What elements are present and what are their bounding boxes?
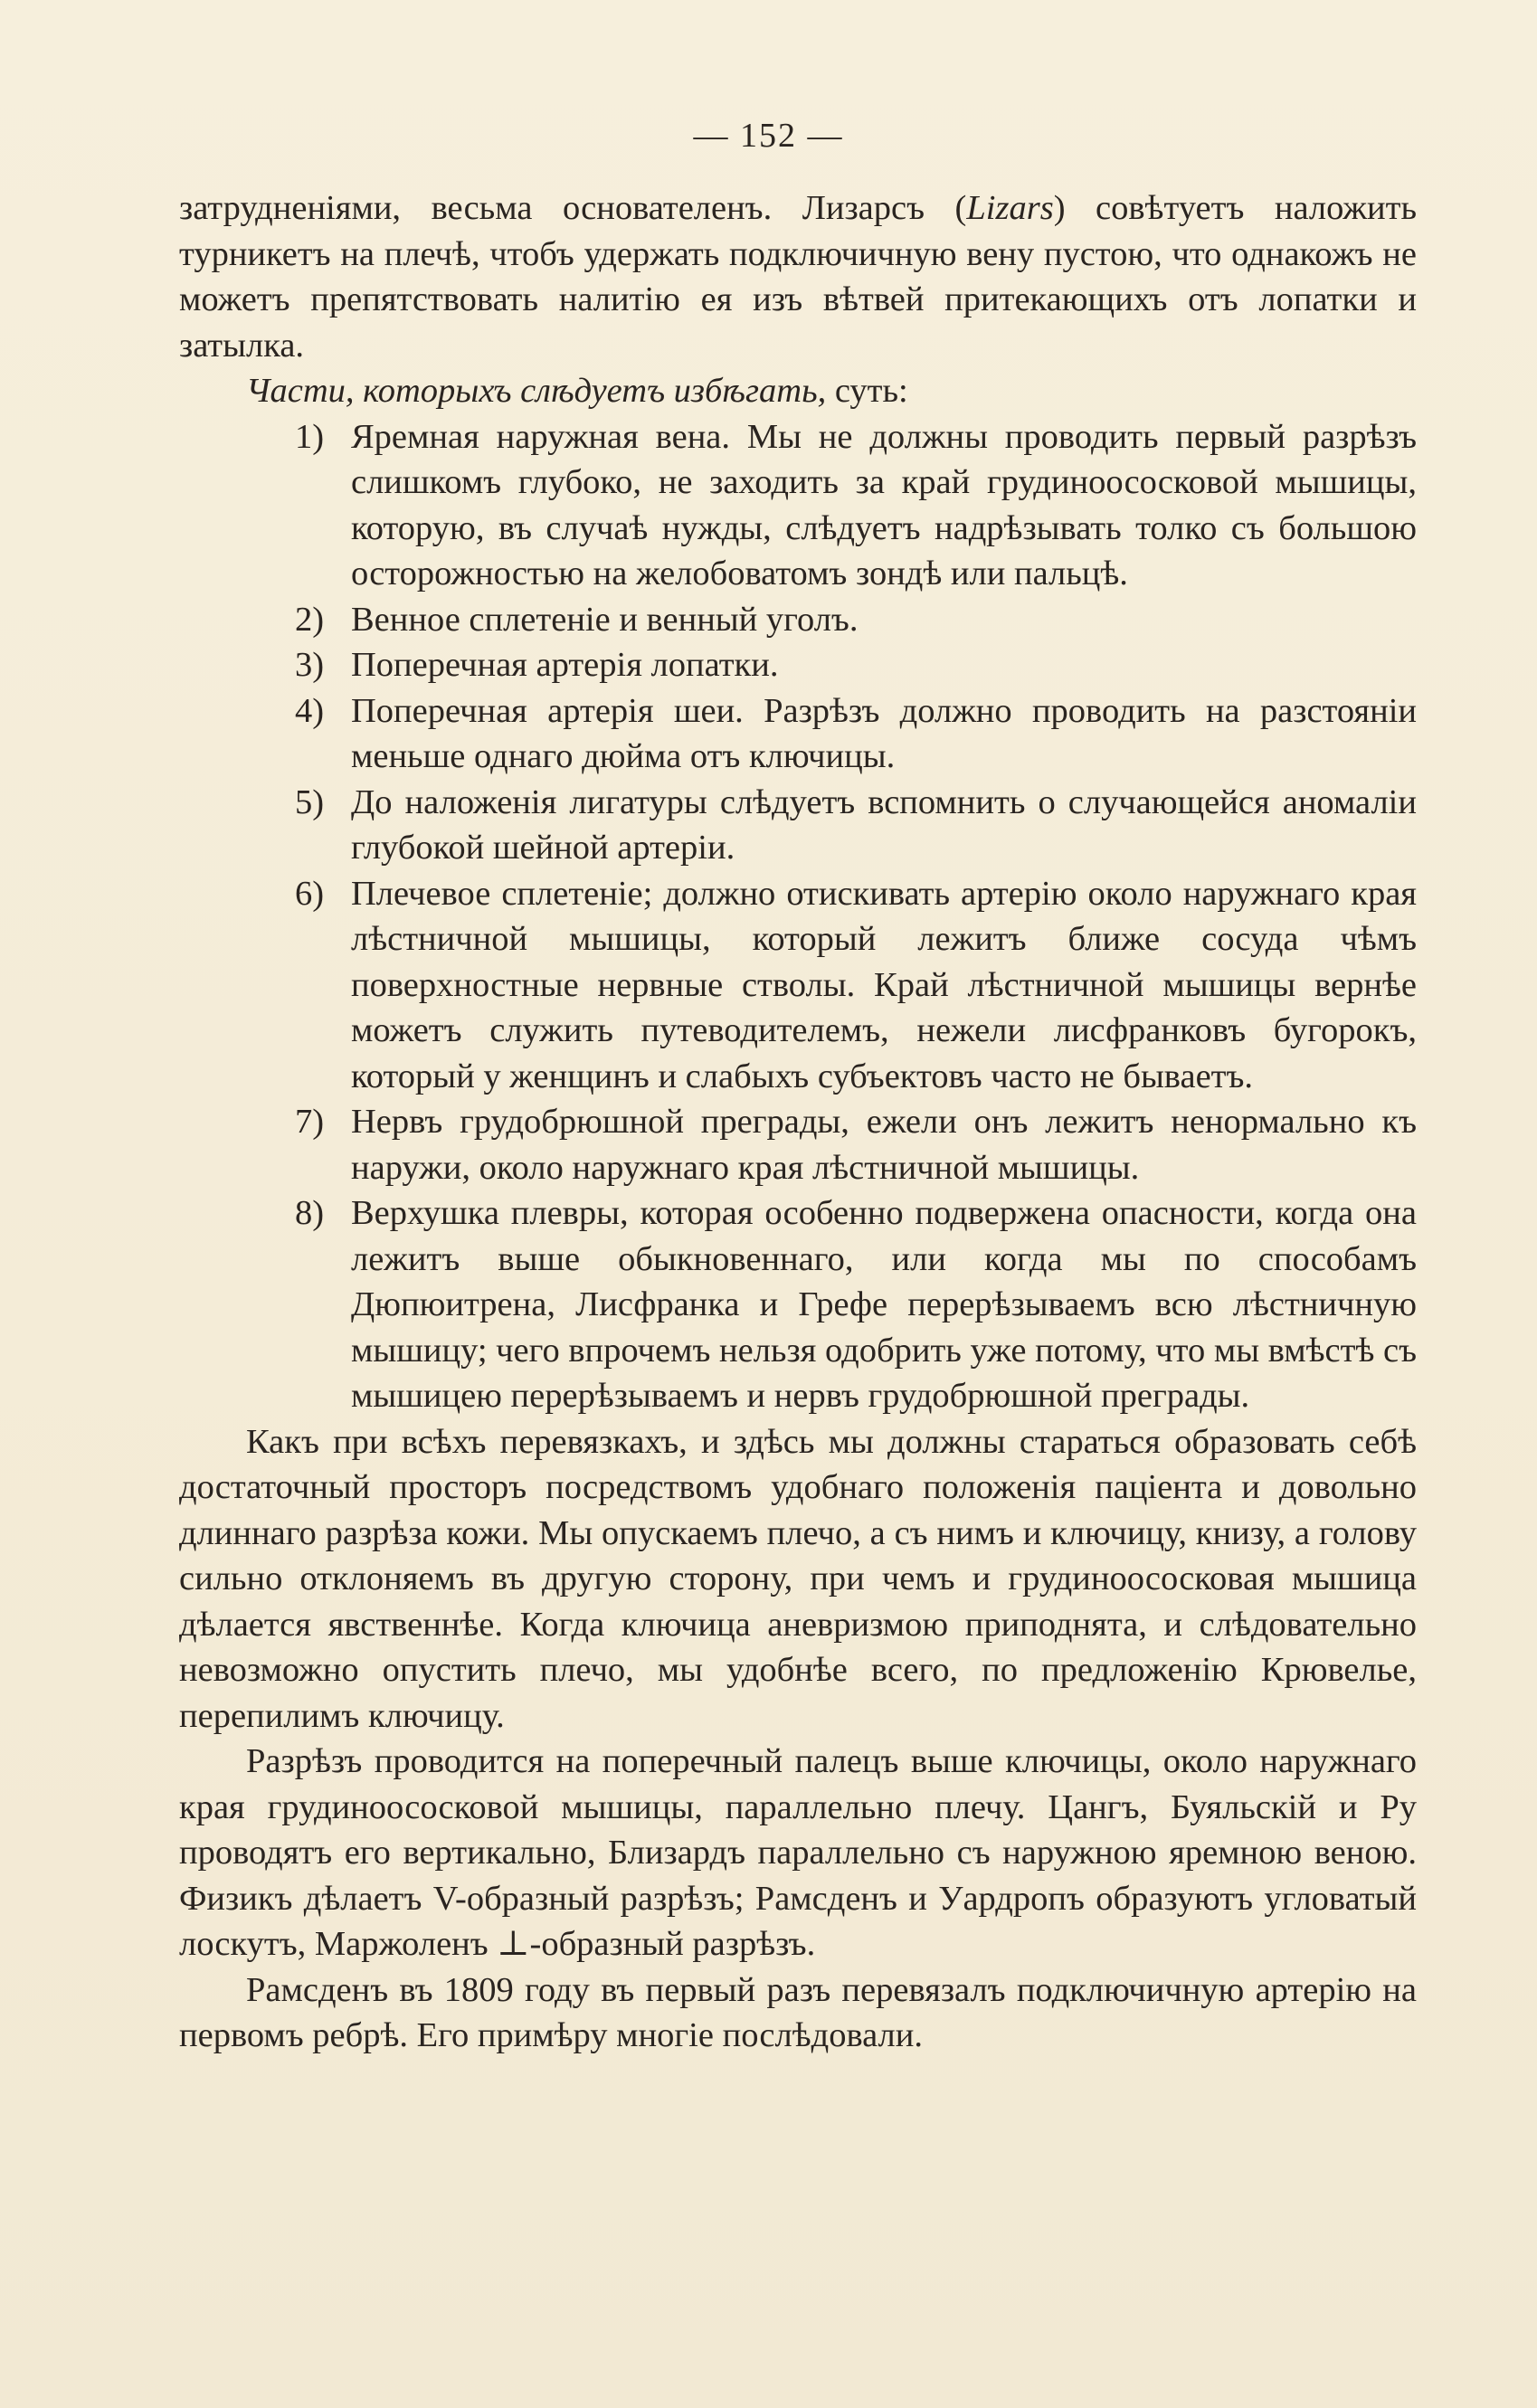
list-item-number: 4) [295, 691, 325, 730]
list-item [179, 414, 1417, 597]
list-item [179, 780, 1417, 871]
paragraph-5: Рамсденъ въ 1809 году въ первый разъ перевязалъ подключичную артерію на первомъ ребрѣ. Его примѣру многіе послѣдовали. [179, 1970, 1417, 2054]
list-item-number: 5) [295, 782, 325, 821]
list-item-text: Нервъ грудобрюшной преграды, ежели онъ лежитъ ненормально къ наружи, около наружнаго края лѣстничной мышицы. [351, 1103, 1417, 1187]
paragraph-1 [179, 185, 1417, 368]
text-body [179, 185, 1417, 2059]
page-number: — 152 — [693, 117, 844, 155]
list-item-text: Яремная наружная вена. Мы не должны проводить первый разрѣзъ слишкомъ глубоко, не заходить за край грудиноососковой мышицы, которую, въ случаѣ нужды, слѣдуетъ надрѣзывать толко съ большою осторожностью на желобоватомъ зондѣ или пальцѣ. [351, 417, 1417, 593]
paragraph-1-a: затрудненіями, весьма основателенъ. Лизарсъ ( [179, 189, 967, 227]
list-item-text: Венное сплетеніе и венный уголъ. [351, 600, 859, 639]
section-lead-italic: Части, которыхъ слѣдуетъ избѣгать, [246, 372, 827, 410]
structures-list [179, 414, 1417, 1419]
list-item [179, 688, 1417, 780]
list-item-text: Плечевое сплетеніе; должно отискивать артерію около наружнаго края лѣстничной мышицы, который лежитъ ближе сосуда чѣмъ поверхностные нервные стволы. Край лѣстничной мышицы вернѣе можетъ служить путеводителемъ, нежели лисфранковъ бугорокъ, который у женщинъ и слабыхъ субъектовъ часто не бываетъ. [351, 874, 1417, 1095]
list-item [179, 642, 1417, 688]
list-item-text: Поперечная артерія лопатки. [351, 646, 779, 684]
section-lead-rest: суть: [826, 372, 908, 410]
list-item [179, 597, 1417, 643]
list-item-number: 1) [295, 417, 325, 456]
list-item-text: До наложенія лигатуры слѣдуетъ вспомнить о случающейся аномаліи глубокой шейной артеріи. [351, 782, 1417, 867]
paragraph-3: Какъ при всѣхъ перевязкахъ, и здѣсь мы должны стараться образовать себѣ достаточный просторъ посредствомъ удобнаго положенія паціента и довольно длиннаго разрѣза кожи. Мы опускаемъ плечо, а съ нимъ и ключицу, книзу, а голову сильно отклоняемъ въ другую сторону, при чемъ и грудиноососковая мышица дѣлается явственнѣе. Когда ключица аневризмою приподнята, и слѣдовательно невозможно опустить плечо, мы удобнѣе всего, по предложенію Крювелье, перепилимъ ключицу. [179, 1422, 1417, 1735]
paragraph-4: Разрѣзъ проводится на поперечный палецъ выше ключицы, около наружнаго края грудиноососковой мышицы, параллельно плечу. Цангъ, Буяльскій и Ру проводятъ его вертикально, Близардъ параллельно съ наружною яремною веною. Физикъ дѣлаетъ V-образный разрѣзъ; Рамсденъ и Уардропъ образуютъ угловатый лоскутъ, Маржоленъ ⊥-образный разрѣзъ. [179, 1742, 1417, 1963]
paragraph-1-c: ) совѣтуетъ наложить турникетъ на плечѣ, чтобъ удержать подключичную вену пустою, что однакожъ не можетъ препятствовать налитію ея изъ вѣтвей притекающихъ отъ лопатки и затылка. [179, 189, 1418, 365]
paragraph-2 [179, 368, 1417, 414]
list-item-text: Поперечная артерія шеи. Разрѣзъ должно проводить на разстояніи меньше однаго дюйма отъ ключицы. [351, 691, 1417, 775]
paragraph-1-latin-name: Lizars [966, 189, 1054, 227]
list-item-number: 7) [295, 1103, 325, 1141]
list-item-text: Верхушка плевры, которая особенно подвержена опасности, когда она лежитъ выше обыкновеннаго, или когда мы по способамъ Дюпюитрена, Лисфранка и Грефе перерѣзываемъ всю лѣстничную мышицу; чего впрочемъ нельзя одобрить уже потому, что мы вмѣстѣ съ мышицею перерѣзываемъ и нервъ грудобрюшной преграды. [351, 1194, 1417, 1415]
list-item-number: 3) [295, 646, 325, 684]
list-item [179, 1190, 1417, 1419]
list-item-number: 8) [295, 1194, 325, 1232]
list-item [179, 871, 1417, 1100]
list-item-number: 6) [295, 874, 325, 913]
list-item-number: 2) [295, 600, 325, 639]
list-item [179, 1099, 1417, 1190]
